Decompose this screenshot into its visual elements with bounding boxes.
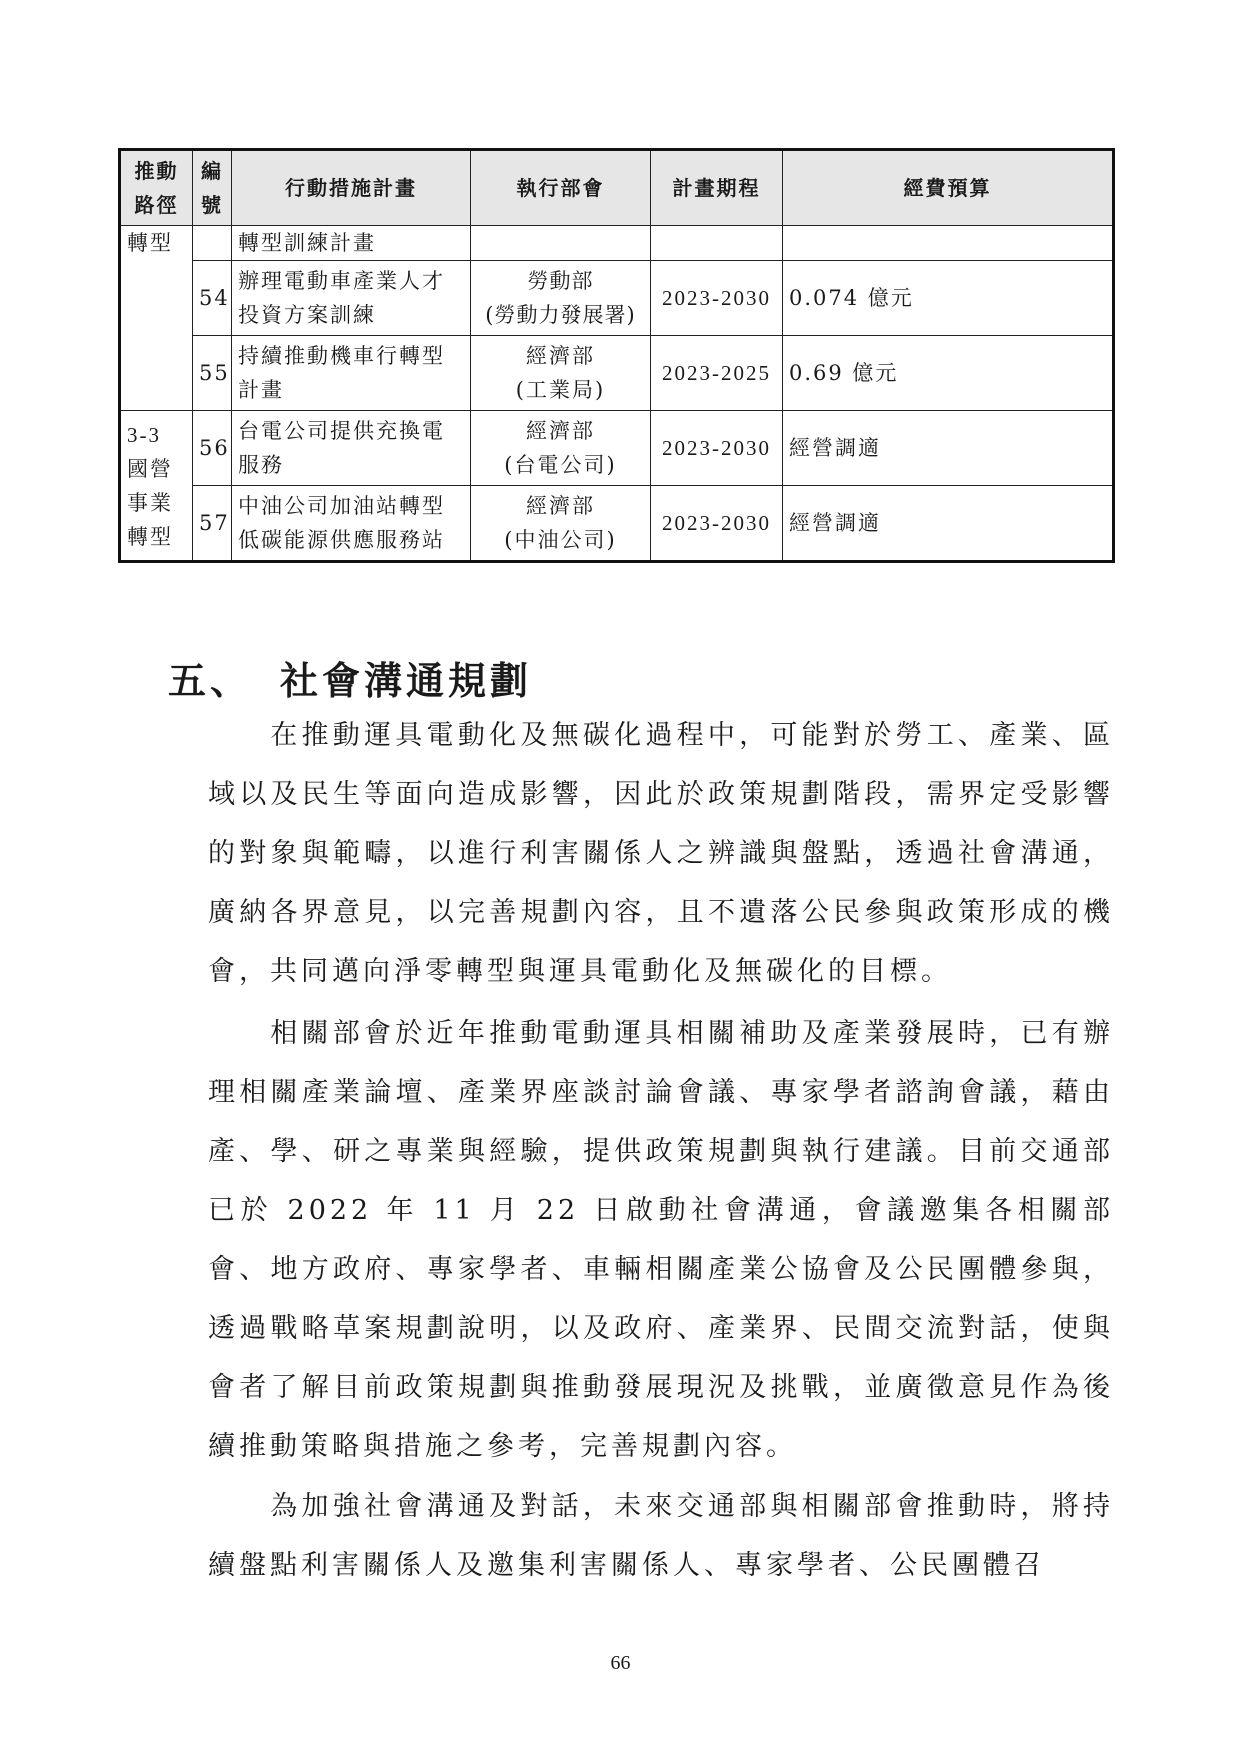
budget-cell: [783, 226, 1114, 261]
department-cell: [471, 226, 651, 261]
paragraph-2-text: 相關部會於近年推動電動運具相關補助及產業發展時，已有辦理相關產業論壇、產業界座談討論會議、專家學者諮詢會議，藉由產、學、研之專業與經驗，提供政策規劃與執行建議。目前交通部已於 2022 年 11 月 22 日啟動社會溝通，會議邀集各相關部會、地方政府、專家學者、車輛相關產業公協會及公民團體參與，透過戰略草案規劃說明，以及政府、產業界、民間交流對話，使與會者了解目前政策規劃與推動發展現況及挑戰，並廣徵意見作為後續推動策略與措施之參考，完善規劃內容。: [208, 1018, 1114, 1462]
section-number: 五、: [168, 659, 253, 703]
header-department: 執行部會: [471, 150, 651, 226]
table-row: [120, 226, 1114, 261]
table-row: [120, 336, 1114, 411]
period-cell: 2023-2030: [651, 411, 783, 486]
header-budget: 經費預算: [783, 150, 1114, 226]
section-heading: [168, 650, 532, 705]
paragraph-3-text: 為加強社會溝通及對話，未來交通部與相關部會推動時，將持續盤點利害關係人及邀集利害關係人、專家學者、公民團體召: [208, 1491, 1114, 1581]
number-cell: 54: [193, 261, 232, 336]
number-cell: [193, 226, 232, 261]
paragraph-1-text: 在推動運具電動化及無碳化過程中，可能對於勞工、產業、區域以及民生等面向造成影響，因此於政策規劃階段，需界定受影響的對象與範疇，以進行利害關係人之辨識與盤點，透過社會溝通，廣納各界意見，以完善規劃內容，且不遺落公民參與政策形成的機會，共同邁向淨零轉型與運具電動化及無碳化的目標。: [208, 720, 1114, 987]
number-cell: 55: [193, 336, 232, 411]
budget-cell: 0.074 億元: [783, 261, 1114, 336]
header-path: 推動 路徑: [120, 150, 193, 226]
measure-cell: 轉型訓練計畫: [232, 226, 471, 261]
measure-cell: 台電公司提供充換電 服務: [232, 411, 471, 486]
path-cell: 轉型: [120, 226, 193, 261]
header-number: 編 號: [193, 150, 232, 226]
table-row: [120, 261, 1114, 336]
measure-cell: 辦理電動車產業人才 投資方案訓練: [232, 261, 471, 336]
period-cell: 2023-2025: [651, 336, 783, 411]
header-period: 計畫期程: [651, 150, 783, 226]
period-cell: 2023-2030: [651, 486, 783, 562]
measure-cell: 持續推動機車行轉型 計畫: [232, 336, 471, 411]
paragraph-3: [208, 1477, 1114, 1595]
path-cell: [120, 261, 193, 411]
department-cell: 經濟部 (中油公司): [471, 486, 651, 562]
action-plan-table-wrap: [118, 148, 1112, 563]
period-cell: [651, 226, 783, 261]
table-row: [120, 411, 1114, 486]
header-measure: 行動措施計畫: [232, 150, 471, 226]
table-header-row: [120, 150, 1114, 226]
section-title: 社會溝通規劃: [280, 659, 533, 703]
budget-cell: 0.69 億元: [783, 336, 1114, 411]
page-number: 66: [610, 1652, 631, 1674]
department-cell: 經濟部 (工業局): [471, 336, 651, 411]
number-cell: 56: [193, 411, 232, 486]
table-row: [120, 486, 1114, 562]
paragraph-1: [208, 706, 1114, 1001]
measure-cell: 中油公司加油站轉型 低碳能源供應服務站: [232, 486, 471, 562]
path-cell: 3-3 國營 事業 轉型: [120, 411, 193, 562]
department-cell: 勞動部 (勞動力發展署): [471, 261, 651, 336]
action-plan-table: [118, 148, 1115, 563]
department-cell: 經濟部 (台電公司): [471, 411, 651, 486]
number-cell: 57: [193, 486, 232, 562]
budget-cell: 經營調適: [783, 486, 1114, 562]
budget-cell: 經營調適: [783, 411, 1114, 486]
paragraph-2: [208, 1004, 1114, 1476]
period-cell: 2023-2030: [651, 261, 783, 336]
